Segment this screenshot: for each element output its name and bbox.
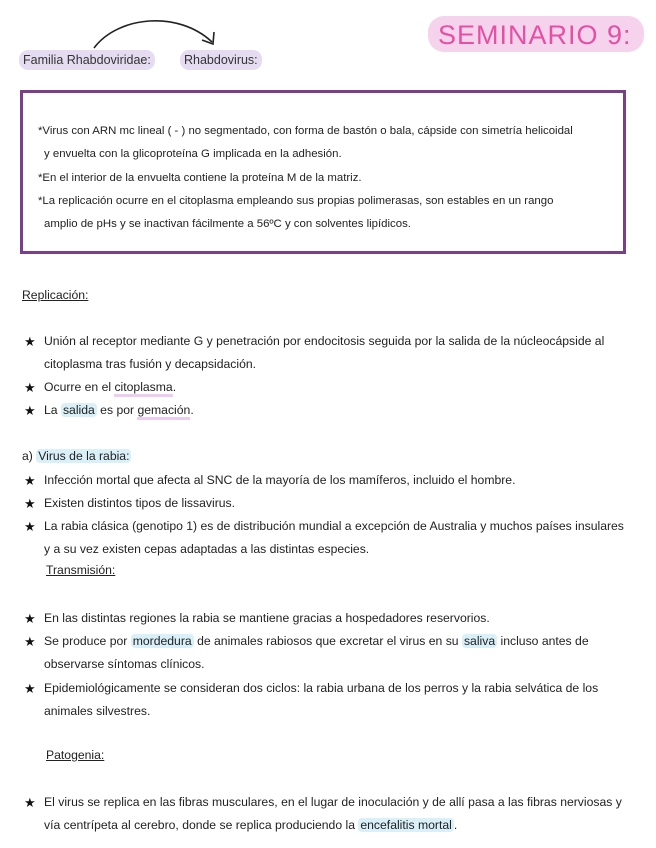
star-icon: ★ <box>24 611 36 626</box>
star-icon: ★ <box>24 634 36 649</box>
page-title: SEMINARIO 9: <box>428 16 644 52</box>
bullet-line: citoplasma tras fusión y decapsidación. <box>44 357 257 371</box>
genus-label: Rhabdovirus: <box>180 50 262 70</box>
bullet-line: Epidemiológicamente se consideran dos ciclos: la rabia urbana de los perros y la rabia selvática de los <box>44 681 599 695</box>
bullet-line: observarse síntomas clínicos. <box>44 657 205 671</box>
star-icon: ★ <box>24 681 36 696</box>
bullet-line: El virus se replica en las fibras musculares, en el lugar de inoculación y de allí pasa a las fibras nerviosas y <box>44 795 622 809</box>
curved-arrow-icon <box>88 8 228 52</box>
summary-text <box>38 120 638 236</box>
highlight: encefalitis mortal <box>360 818 452 832</box>
highlight: gemación <box>137 403 190 420</box>
bullet-line: animales silvestres. <box>44 704 151 718</box>
summary-line: amplio de pHs y se inactivan fácilmente a 56ºC y con solventes lipídicos. <box>44 218 411 231</box>
replicacion-heading: Replicación: <box>22 288 89 302</box>
rabia-heading: Virus de la rabia: <box>38 449 130 463</box>
bullet-line: Unión al receptor mediante G y penetración por endocitosis seguida por la salida de la núcleocápside al <box>44 334 605 348</box>
star-icon: ★ <box>24 496 36 511</box>
bullet-line: La rabia clásica (genotipo 1) es de distribución mundial a excepción de Australia y muchos países insulares <box>44 519 624 533</box>
rabia-bullet-1: Infección mortal que afecta al SNC de la mayoría de los mamíferos, incluido el hombre. <box>44 473 516 487</box>
star-icon: ★ <box>24 795 36 810</box>
replicacion-bullet-2: Ocurre en el citoplasma. <box>44 376 176 399</box>
highlight: salida <box>62 403 95 417</box>
rabia-bullet-2: Existen distintos tipos de lissavirus. <box>44 496 236 510</box>
star-icon: ★ <box>24 473 36 488</box>
transmision-heading: Transmisión: <box>46 563 116 577</box>
star-icon: ★ <box>24 403 36 418</box>
patogenia-heading: Patogenia: <box>46 748 105 762</box>
summary-line: *En el interior de la envuelta contiene la proteína M de la matriz. <box>38 171 362 184</box>
highlight: citoplasma <box>114 380 172 397</box>
summary-line: *La replicación ocurre en el citoplasma empleando sus propias polimerasas, son estables en un rango <box>38 194 554 207</box>
rabia-bullet-3 <box>44 515 624 561</box>
family-label: Familia Rhabdoviridae: <box>19 50 155 70</box>
rabia-heading-row: a) Virus de la rabia: <box>22 449 130 463</box>
transmision-bullet-1: En las distintas regiones la rabia se mantiene gracias a hospedadores reservorios. <box>44 611 490 625</box>
transmision-bullet-2: Se produce por mordedura de animales rabiosos que excretar el virus en su saliva incluso antes de observarse síntomas clínicos. <box>44 630 589 676</box>
replicacion-bullet-1 <box>44 330 604 376</box>
replicacion-bullet-3: La salida es por gemación. <box>44 399 194 422</box>
transmision-bullet-3 <box>44 677 598 723</box>
bullet-line: y a su vez existen cepas adaptadas a las distintas especies. <box>44 542 370 556</box>
summary-line: *Virus con ARN mc lineal ( - ) no segmentado, con forma de bastón o bala, cápside con simetría helicoidal <box>38 125 573 137</box>
star-icon: ★ <box>24 519 36 534</box>
summary-line: y envuelta con la glicoproteína G implicada en la adhesión. <box>44 148 342 161</box>
star-icon: ★ <box>24 334 36 349</box>
patogenia-bullet-1: El virus se replica en las fibras musculares, en el lugar de inoculación y de allí pasa a las fibras nerviosas y vía centrípeta al cerebro, donde se replica produciendo la encefalitis mortal . <box>44 791 622 837</box>
star-icon: ★ <box>24 380 36 395</box>
highlight: saliva <box>463 634 496 648</box>
highlight: mordedura <box>132 634 192 648</box>
